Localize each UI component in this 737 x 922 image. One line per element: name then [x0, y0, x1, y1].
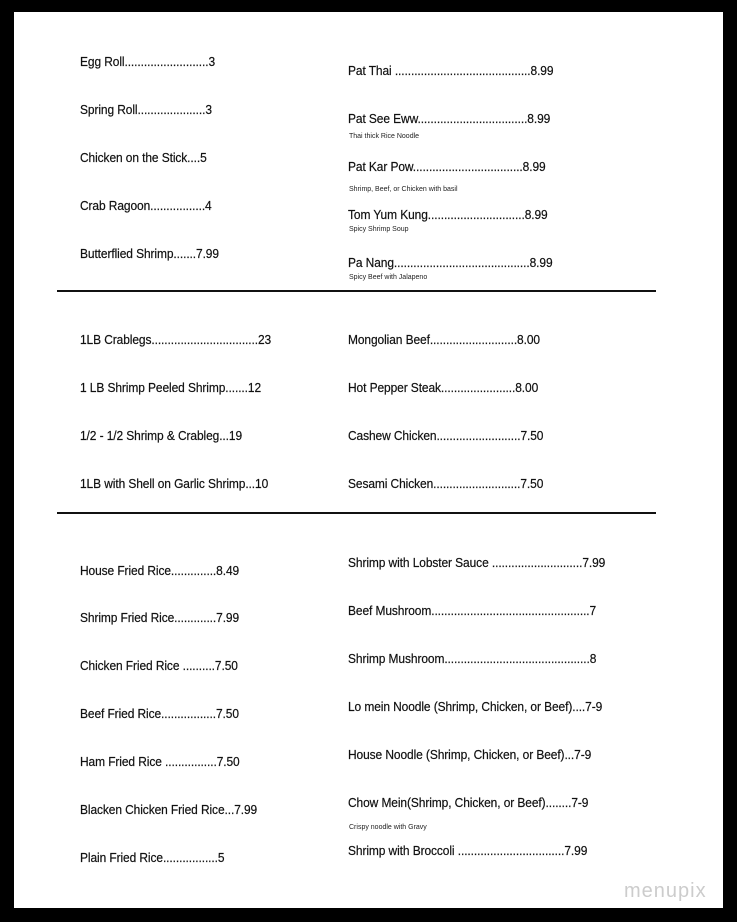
menu-item: Beef Mushroom.................................................7 — [348, 603, 597, 618]
menu-item: Crab Ragoon.................4 — [80, 198, 212, 213]
menu-item: Shrimp with Lobster Sauce ............................7.99 — [348, 555, 606, 570]
menu-item: Ham Fried Rice ................7.50 — [80, 754, 240, 769]
section-divider — [57, 512, 656, 514]
menu-item: Tom Yum Kung..............................8.99 — [348, 207, 548, 222]
menu-item-description: Spicy Beef with Jalapeno — [349, 274, 428, 281]
section-divider — [57, 290, 656, 292]
menu-item: Sesami Chicken...........................7.50 — [348, 476, 544, 491]
menu-item: Plain Fried Rice.................5 — [80, 850, 225, 865]
menu-item: 1LB Crablegs.................................23 — [80, 332, 272, 347]
menu-item: Egg Roll..........................3 — [80, 54, 216, 69]
menu-item: Chow Mein(Shrimp, Chicken, or Beef)........7-9 — [348, 795, 589, 810]
menu-item: 1/2 - 1/2 Shrimp & Crableg...19 — [80, 428, 243, 443]
menu-item-description: Thai thick Rice Noodle — [349, 133, 420, 140]
menu-item: 1 LB Shrimp Peeled Shrimp.......12 — [80, 380, 262, 395]
menu-item: Pat Kar Pow..................................8.99 — [348, 159, 546, 174]
menu-item: Pat Thai ..........................................8.99 — [348, 63, 554, 78]
menu-item: Chicken on the Stick....5 — [80, 150, 207, 165]
menu-item: Cashew Chicken..........................7.50 — [348, 428, 544, 443]
menu-item: Spring Roll.....................3 — [80, 102, 212, 117]
menu-item: Shrimp with Broccoli .................................7.99 — [348, 843, 588, 858]
menu-item: House Fried Rice..............8.49 — [80, 563, 240, 578]
menu-item-description: Shrimp, Beef, or Chicken with basil — [349, 186, 458, 193]
menu-item: Shrimp Mushroom.............................................8 — [348, 651, 597, 666]
menu-item-description: Crispy noodle with Gravy — [349, 824, 427, 831]
menu-item: Beef Fried Rice.................7.50 — [80, 706, 239, 721]
menu-item: Hot Pepper Steak.......................8.00 — [348, 380, 539, 395]
menu-page — [14, 12, 723, 908]
menu-item-description: Spicy Shrimp Soup — [349, 226, 409, 233]
menu-item: Pat See Eww..................................8.99 — [348, 111, 551, 126]
menu-item: Pa Nang..........................................8.99 — [348, 255, 553, 270]
menu-item: House Noodle (Shrimp, Chicken, or Beef)...7-9 — [348, 747, 592, 762]
menu-item: Chicken Fried Rice ..........7.50 — [80, 658, 238, 673]
menu-item: Mongolian Beef...........................8.00 — [348, 332, 540, 347]
menu-item: Shrimp Fried Rice.............7.99 — [80, 610, 240, 625]
menu-item: Butterflied Shrimp.......7.99 — [80, 246, 219, 261]
menu-item: 1LB with Shell on Garlic Shrimp...10 — [80, 476, 269, 491]
menu-item: Lo mein Noodle (Shrimp, Chicken, or Beef)....7-9 — [348, 699, 603, 714]
menu-item: Blacken Chicken Fried Rice...7.99 — [80, 802, 258, 817]
watermark: menupix — [624, 880, 707, 902]
